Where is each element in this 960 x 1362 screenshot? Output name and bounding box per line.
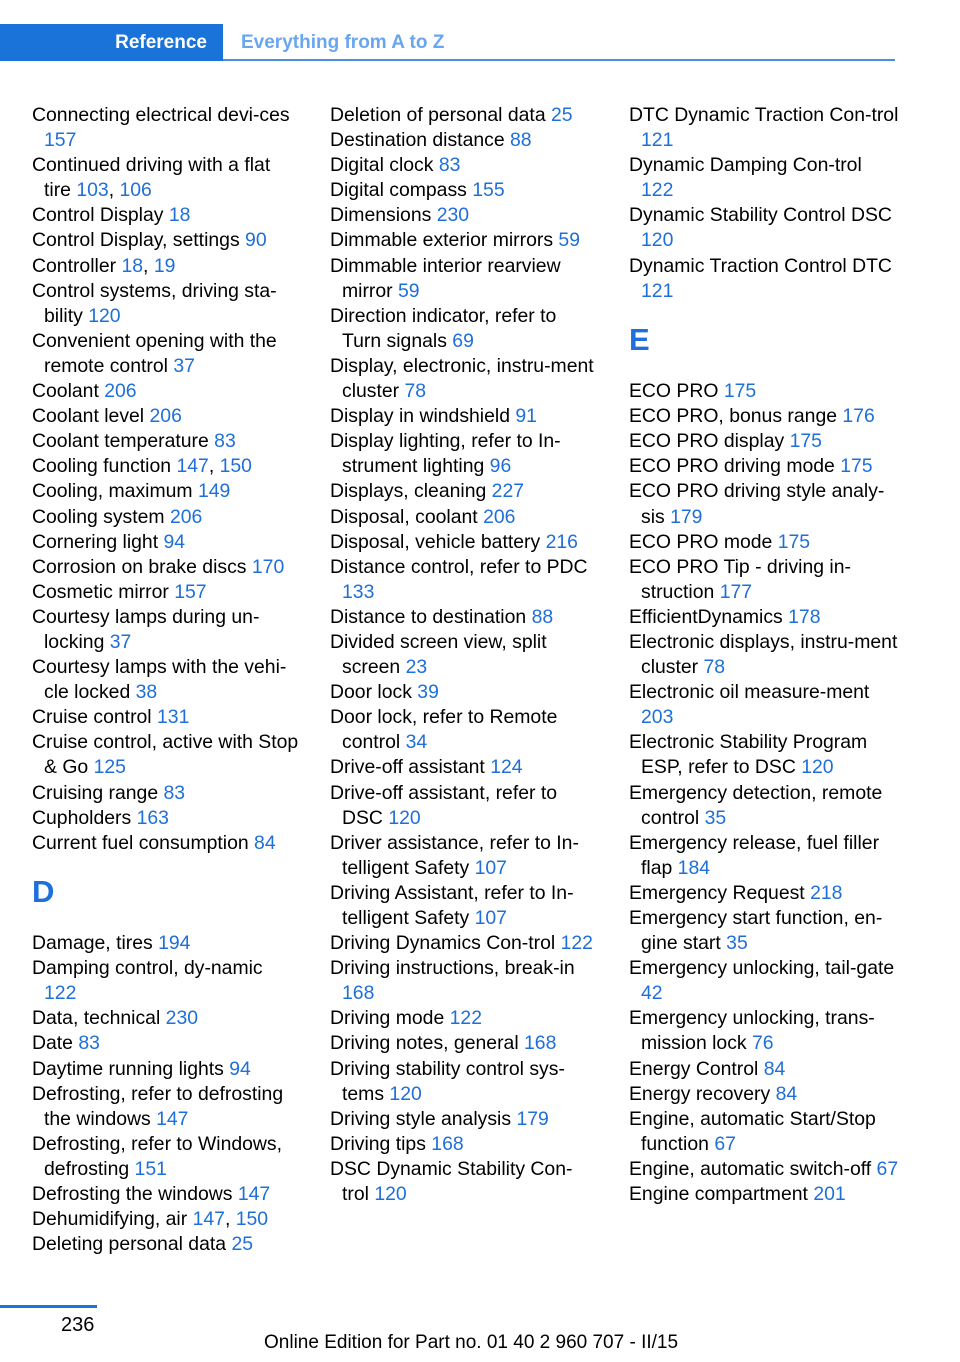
index-entry	[629, 1157, 899, 1182]
page-link[interactable]: 37	[109, 630, 132, 653]
page-link[interactable]: 84	[763, 1057, 786, 1080]
index-term: Driving stability control sys-tems	[330, 1057, 565, 1105]
index-term: Coolant	[32, 380, 99, 403]
index-term: ECO PRO	[629, 380, 719, 403]
index-column-1	[32, 103, 300, 1257]
index-entry	[330, 128, 598, 153]
page-link[interactable]: 34	[405, 731, 428, 754]
index-term: Cruising range	[32, 781, 159, 804]
index-entry	[32, 479, 300, 504]
index-term: Daytime running lights	[32, 1057, 224, 1080]
index-term: Energy Control	[629, 1057, 759, 1080]
page-link[interactable]: 179	[516, 1107, 549, 1130]
page-header	[0, 0, 960, 64]
index-entry	[32, 1082, 300, 1132]
section-title	[223, 24, 444, 61]
page-link[interactable]: 157	[44, 129, 77, 152]
index-entry	[629, 630, 899, 680]
index-entry	[32, 931, 300, 956]
page-link[interactable]: 39	[417, 681, 439, 704]
index-entry	[330, 153, 598, 178]
index-entry	[629, 479, 899, 529]
footer-rule	[0, 1305, 97, 1308]
index-entry	[330, 931, 598, 956]
index-term: Disposal, vehicle battery	[330, 530, 541, 553]
page-link[interactable]: 122	[641, 179, 674, 202]
index-entry	[330, 1157, 598, 1207]
index-term: Driver assistance, refer to In-telligent Safety	[330, 831, 579, 879]
index-term: Courtesy lamps during un-locking	[32, 605, 260, 653]
page-link[interactable]: 157	[174, 580, 207, 603]
section-label: Reference	[115, 31, 207, 53]
index-term: DTC Dynamic Traction Con-trol	[629, 104, 899, 126]
page-link[interactable]: 131	[157, 706, 190, 729]
page-link[interactable]: 175	[777, 530, 811, 553]
page-link[interactable]: 106	[119, 179, 152, 202]
page-link[interactable]: 155	[472, 179, 505, 202]
index-term: Display lighting, refer to In-strument lighting	[330, 430, 561, 478]
index-entry	[629, 1006, 899, 1056]
index-term: Cosmetic mirror	[32, 580, 169, 603]
index-entry	[32, 705, 300, 730]
index-entry	[330, 831, 598, 881]
page-link[interactable]: 78	[404, 380, 427, 403]
index-entry	[330, 1107, 598, 1132]
index-entry	[32, 429, 300, 454]
page-link[interactable]: 230	[165, 1007, 199, 1030]
index-term: Cornering light	[32, 530, 159, 553]
page-link[interactable]: 69	[452, 329, 474, 352]
index-term: Control Display	[32, 204, 164, 227]
index-term: ECO PRO driving mode	[629, 455, 835, 478]
page-link[interactable]: 150	[235, 1208, 269, 1231]
index-entry	[629, 781, 899, 831]
index-term: Engine, automatic Start/Stop function	[629, 1107, 876, 1155]
index-entry	[629, 103, 899, 153]
index-entry	[32, 956, 300, 1006]
index-entry	[32, 555, 300, 580]
page-link[interactable]: 76	[752, 1032, 774, 1055]
index-entry	[32, 1006, 300, 1031]
index-term: Driving mode	[330, 1007, 445, 1030]
page-link[interactable]: 84	[254, 831, 276, 854]
page-link[interactable]: 177	[719, 580, 753, 603]
page-link[interactable]: 78	[703, 656, 726, 679]
page-link[interactable]: 176	[842, 405, 875, 428]
index-entry	[330, 1006, 598, 1031]
index-term: Driving tips	[330, 1132, 426, 1155]
index-term: Displays, cleaning	[330, 480, 487, 503]
page-number: 236	[61, 1314, 95, 1336]
index-entry	[629, 555, 899, 605]
page-link[interactable]: 84	[775, 1082, 798, 1105]
index-entry	[330, 404, 598, 429]
page-link[interactable]: 121	[641, 279, 674, 302]
index-entry	[32, 279, 300, 329]
page-link[interactable]: 120	[389, 1082, 422, 1105]
page-link[interactable]: 25	[551, 104, 573, 126]
index-entry	[32, 806, 300, 831]
edition-note: Online Edition for Part no. 01 40 2 960 707 - II/15	[264, 1332, 679, 1353]
index-term: Door lock, refer to Remote control	[330, 706, 558, 754]
index-entry	[32, 781, 300, 806]
index-term: Cooling function	[32, 455, 172, 478]
index-entry	[629, 379, 899, 404]
index-entry	[629, 254, 899, 304]
page-link[interactable]: 120	[801, 756, 834, 779]
index-term: Distance to destination	[330, 605, 527, 628]
index-term: ECO PRO display	[629, 430, 785, 453]
index-term: Digital clock	[330, 154, 434, 177]
page-link[interactable]: 90	[245, 229, 267, 252]
index-term: Corrosion on brake discs	[32, 555, 247, 578]
index-entry	[330, 705, 598, 755]
index-entry	[629, 404, 899, 429]
index-entry	[330, 781, 598, 831]
page-link[interactable]: 178	[788, 605, 821, 628]
index-entry	[330, 479, 598, 504]
index-entry	[32, 103, 300, 153]
index-entry: Cooling function 147, 150	[32, 455, 252, 478]
index-entry	[330, 605, 598, 630]
page-link[interactable]: 35	[726, 932, 748, 955]
index-term: Deletion of personal data	[330, 104, 546, 126]
index-term: Coolant level	[32, 405, 145, 428]
index-entry	[330, 429, 598, 479]
index-entry	[32, 730, 300, 780]
index-entry	[629, 605, 899, 630]
index-term: Display in windshield	[330, 405, 510, 428]
index-term: EfficientDynamics	[629, 605, 783, 628]
index-term: Driving Dynamics Con-trol	[330, 932, 556, 955]
index-entry	[32, 1031, 300, 1056]
index-entry	[330, 881, 598, 931]
index-term: Deleting personal data	[32, 1233, 227, 1256]
index-term: Connecting electrical devi-ces	[32, 104, 290, 126]
index-term: Date	[32, 1032, 73, 1055]
index-term: Cooling system	[32, 505, 165, 528]
index-entry	[629, 203, 899, 253]
page-link[interactable]: 168	[431, 1132, 464, 1155]
index-entry	[32, 379, 300, 404]
index-term: Dimmable exterior mirrors	[330, 229, 554, 252]
page-link[interactable]: 151	[134, 1157, 167, 1180]
index-term: Control Display, settings	[32, 229, 240, 252]
page-link[interactable]: 206	[169, 505, 203, 528]
index-term: Emergency unlocking, tail-gate	[629, 957, 895, 980]
index-entry	[32, 203, 300, 228]
page-link[interactable]: 147	[192, 1208, 225, 1231]
index-entry	[330, 755, 598, 780]
page-link[interactable]: 91	[515, 405, 537, 428]
index-term: Defrosting, refer to defrosting the windows	[32, 1082, 284, 1130]
index-entry	[330, 555, 598, 605]
page-link[interactable]: 107	[474, 856, 507, 879]
index-entry	[629, 831, 899, 881]
index-entry	[330, 254, 598, 304]
page-link[interactable]: 218	[810, 881, 843, 904]
index-term: Door lock	[330, 681, 412, 704]
index-entry	[32, 1057, 300, 1082]
page-link[interactable]: 122	[560, 932, 593, 955]
page-link[interactable]: 168	[342, 982, 375, 1005]
page-link[interactable]: 124	[490, 756, 523, 779]
page-link[interactable]: 206	[104, 380, 137, 403]
index-term: Energy recovery	[629, 1082, 771, 1105]
page-link[interactable]: 19	[153, 254, 176, 277]
index-entry	[32, 228, 300, 253]
index-entry	[32, 1232, 300, 1257]
index-term: Convenient opening with the remote control	[32, 329, 277, 377]
page-link[interactable]: 18	[168, 204, 191, 227]
index-column-3	[629, 103, 899, 1207]
index-term: Driving instructions, break-in	[330, 957, 575, 980]
page-link[interactable]: 25	[231, 1233, 254, 1256]
index-term: Cruise control	[32, 706, 152, 729]
page-link[interactable]: 201	[813, 1183, 846, 1206]
index-term: Display, electronic, instru-ment cluster	[330, 354, 594, 403]
index-entry	[629, 153, 899, 203]
page-link[interactable]: 170	[251, 555, 285, 578]
page-link[interactable]: 206	[483, 505, 516, 528]
index-entry	[32, 530, 300, 555]
index-entry	[32, 831, 300, 856]
page-link[interactable]: 107	[474, 907, 507, 929]
page-link[interactable]: 230	[436, 204, 470, 227]
index-entry	[629, 530, 899, 555]
page-link[interactable]: 122	[449, 1007, 482, 1030]
index-term: Electronic Stability Program ESP, refer to DSC	[629, 731, 868, 779]
index-term: Drive-off assistant	[330, 756, 485, 779]
page-link[interactable]: 206	[149, 405, 182, 428]
index-term: Engine compartment	[629, 1183, 808, 1206]
page-link[interactable]: 18	[121, 254, 144, 277]
index-term: Data, technical	[32, 1007, 161, 1030]
page-link[interactable]: 83	[214, 430, 236, 453]
page-link[interactable]: 184	[677, 856, 711, 879]
page-link[interactable]: 147	[176, 455, 209, 478]
index-term: DSC Dynamic Stability Con-trol	[330, 1157, 573, 1206]
page-link[interactable]: 120	[374, 1183, 407, 1206]
index-term: Disposal, coolant	[330, 505, 478, 528]
index-entry	[330, 178, 598, 203]
index-term: Continued driving with a flat tire	[32, 154, 271, 202]
index-entry	[330, 530, 598, 555]
index-entry: Dehumidifying, air 147, 150	[32, 1208, 269, 1231]
index-term: Drive-off assistant, refer to DSC	[330, 781, 558, 829]
index-term: Direction indicator, refer to Turn signals	[330, 304, 557, 352]
index-term: Damage, tires	[32, 932, 153, 955]
index-term: Divided screen view, split screen	[330, 630, 547, 679]
index-entry	[629, 1107, 899, 1157]
index-term: Courtesy lamps with the vehi-cle locked	[32, 656, 287, 704]
page-link[interactable]: 42	[641, 982, 663, 1005]
index-term: Digital compass	[330, 179, 467, 202]
index-term: ECO PRO Tip - driving in-struction	[629, 555, 851, 603]
index-entry	[629, 454, 899, 479]
index-entry	[330, 203, 598, 228]
index-entry	[330, 630, 598, 680]
index-entry	[330, 1031, 598, 1056]
index-entry	[330, 956, 598, 1006]
page-link[interactable]: 194	[158, 932, 191, 955]
index-term: ECO PRO, bonus range	[629, 405, 838, 428]
index-entry	[330, 1057, 598, 1107]
index-term: Dynamic Damping Con-trol	[629, 154, 862, 177]
index-entry	[330, 103, 598, 128]
index-term: Emergency unlocking, trans-mission lock	[629, 1007, 875, 1055]
index-entry: Controller 18, 19	[32, 254, 176, 277]
page-link[interactable]: 96	[489, 455, 512, 478]
index-term: Cooling, maximum	[32, 480, 193, 503]
index-term: Dynamic Traction Control DTC	[629, 254, 892, 277]
index-entry	[32, 404, 300, 429]
page-link[interactable]: 175	[723, 380, 757, 403]
page-link[interactable]: 120	[388, 806, 421, 829]
index-term: Electronic displays, instru-ment cluster	[629, 630, 898, 679]
index-term: Defrosting the windows	[32, 1183, 233, 1206]
index-term: Driving Assistant, refer to In-telligent Safety	[330, 881, 574, 929]
index-entry	[330, 1132, 598, 1157]
index-entry	[32, 1132, 300, 1182]
page-link[interactable]: 203	[641, 706, 674, 729]
index-term: Electronic oil measure-ment	[629, 681, 870, 704]
index-entry	[629, 680, 899, 730]
index-entry	[330, 505, 598, 530]
index-entry: Continued driving with a flat tire 103, 106	[32, 154, 271, 202]
index-term: Engine, automatic switch-off	[629, 1157, 872, 1180]
page-link[interactable]: 94	[229, 1057, 251, 1080]
index-entry	[629, 1082, 899, 1107]
section-title-label: Everything from A to Z	[241, 31, 445, 53]
header-rule	[223, 59, 895, 61]
index-entry	[330, 354, 598, 404]
page-link[interactable]: 122	[44, 982, 77, 1005]
page-link[interactable]: 103	[76, 179, 109, 202]
index-entry	[629, 1182, 899, 1207]
page-link[interactable]: 121	[641, 129, 674, 152]
index-column-2	[330, 103, 598, 1207]
page-link[interactable]: 175	[840, 455, 873, 478]
index-term: Cruise control, active with Stop & Go	[32, 731, 299, 779]
index-term: Driving style analysis	[330, 1107, 512, 1130]
index-term: Dimensions	[330, 204, 432, 227]
index-term: Dehumidifying, air	[32, 1208, 188, 1231]
page-link[interactable]: 147	[156, 1107, 189, 1130]
index-entry	[32, 605, 300, 655]
index-term: Defrosting, refer to Windows, defrosting	[32, 1132, 283, 1180]
index-term: Driving notes, general	[330, 1032, 519, 1055]
page-link[interactable]: 83	[78, 1032, 100, 1055]
page-link[interactable]: 133	[342, 580, 375, 603]
page-link[interactable]: 149	[197, 480, 231, 503]
page-link[interactable]: 125	[93, 756, 126, 779]
index-term: Dynamic Stability Control DSC	[629, 204, 892, 227]
page-link[interactable]: 37	[173, 354, 195, 377]
index-term: Destination distance	[330, 129, 505, 152]
index-entry	[629, 1057, 899, 1082]
index-letter-heading: E	[629, 321, 650, 357]
index-entry	[629, 906, 899, 956]
section-tab-reference	[0, 24, 223, 61]
index-entry	[330, 680, 598, 705]
index-term: Emergency detection, remote control	[629, 781, 883, 829]
page-link[interactable]: 59	[398, 279, 420, 302]
index-entry	[629, 956, 899, 1006]
index-term: Emergency start function, en-gine start	[629, 907, 883, 955]
index-entry	[629, 429, 899, 454]
index-term: Current fuel consumption	[32, 831, 249, 854]
page-link[interactable]: 120	[88, 304, 121, 327]
index-entry	[32, 329, 300, 379]
page-link[interactable]: 163	[136, 806, 169, 829]
index-entry	[32, 580, 300, 605]
page-link[interactable]: 227	[491, 480, 525, 503]
page-link[interactable]: 67	[876, 1157, 899, 1180]
index-term: ECO PRO mode	[629, 530, 773, 553]
index-entry	[32, 655, 300, 705]
page-link[interactable]: 179	[670, 505, 703, 528]
page-link[interactable]: 94	[163, 530, 186, 553]
page-link[interactable]: 150	[219, 455, 252, 478]
page-link[interactable]: 120	[641, 229, 674, 252]
index-entry	[629, 881, 899, 906]
page-link[interactable]: 23	[405, 656, 428, 679]
index-entry	[330, 228, 598, 253]
page-link[interactable]: 88	[510, 129, 532, 152]
page-link[interactable]: 67	[714, 1132, 736, 1155]
index-term: Distance control, refer to PDC	[330, 555, 588, 578]
page-link[interactable]: 83	[163, 781, 186, 804]
page-link[interactable]: 216	[545, 530, 578, 553]
index-term: Damping control, dy-namic	[32, 957, 263, 980]
page-link[interactable]: 83	[438, 154, 461, 177]
index-entry	[32, 505, 300, 530]
page-link[interactable]: 35	[704, 806, 727, 829]
index-term: Emergency Request	[629, 881, 805, 904]
page-link[interactable]: 38	[135, 681, 158, 704]
page-link[interactable]: 147	[237, 1183, 271, 1206]
index-letter-heading: D	[32, 873, 55, 909]
index-term: ECO PRO driving style analy-sis	[629, 480, 885, 528]
page-link[interactable]: 168	[524, 1032, 557, 1055]
page-link[interactable]: 175	[789, 430, 822, 453]
index-term: Emergency release, fuel filler flap	[629, 831, 880, 879]
index-entry	[629, 730, 899, 780]
index-entry	[330, 304, 598, 354]
index-term: Controller	[32, 254, 117, 277]
index-term: Cupholders	[32, 806, 132, 829]
index-term: Control systems, driving sta-bility	[32, 279, 277, 327]
index-term: Dimmable interior rearview mirror	[330, 254, 561, 302]
index-entry	[32, 1182, 300, 1207]
page-link[interactable]: 59	[558, 229, 580, 252]
index-term: Coolant temperature	[32, 430, 209, 453]
page-link[interactable]: 88	[531, 605, 554, 628]
